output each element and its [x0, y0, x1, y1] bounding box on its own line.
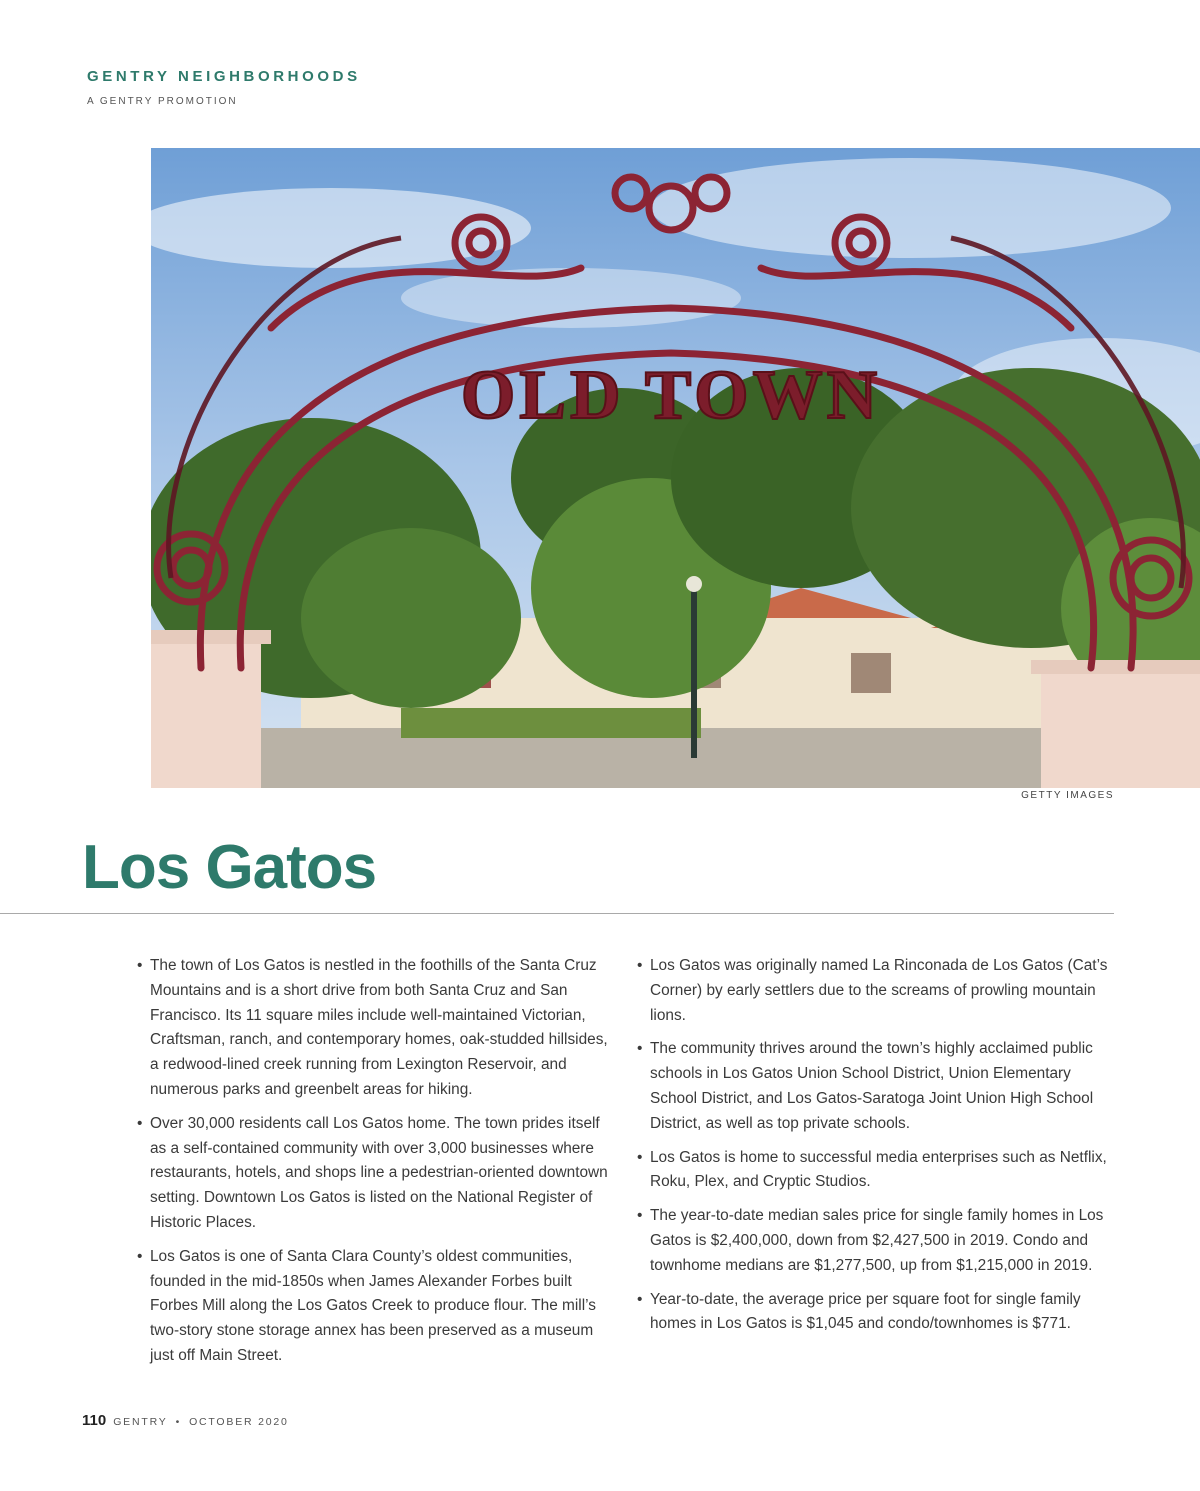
- bullet-dot: •: [137, 1247, 143, 1265]
- bullet-dot: •: [637, 1290, 643, 1308]
- promotion-label: A GENTRY PROMOTION: [87, 96, 238, 107]
- page-number: 110: [82, 1412, 107, 1429]
- bullet-item: [137, 954, 619, 1103]
- right-column-bullets: [637, 954, 1119, 1346]
- bullet-text: The community thrives around the town’s highly acclaimed public schools in Los Gatos Union School District, Union Elementary School District, and Los Gatos-Saratoga Joint Union High School District, as well as top private schools.: [650, 1040, 1094, 1132]
- bullet-item: [137, 1112, 619, 1236]
- bullet-text: Los Gatos was originally named La Rinconada de Los Gatos (Cat’s Corner) by early settlers due to the screams of prowling mountain lions.: [650, 957, 1108, 1024]
- bullet-item: [637, 1288, 1119, 1338]
- bullet-text: Over 30,000 residents call Los Gatos home. The town prides itself as a self-contained community with over 3,000 businesses where restaurants, hotels, and shops line a pedestrian-oriented downtown setting. Downtown Los Gatos is listed on the National Register of Historic Places.: [150, 1114, 608, 1231]
- bullet-dot: •: [137, 1114, 143, 1132]
- bullet-dot: •: [637, 957, 643, 974]
- bullet-item: [637, 1146, 1119, 1196]
- left-column-bullets: [137, 954, 619, 1378]
- bullet-text: The town of Los Gatos is nestled in the foothills of the Santa Cruz Mountains and is a short drive from both Santa Cruz and San Francisco. Its 11 square miles include well-maintained Victorian, Craftsman, ranch, and contemporary homes, oak-studded hillsides, a redwood-lined creek running from Lexington Reservoir, and numerous parks and greenbelt areas for hiking.: [150, 957, 608, 1098]
- bullet-dot: •: [637, 1207, 643, 1225]
- bullet-text: Year-to-date, the average price per square foot for single family homes in Los Gatos is $1,045 and condo/townhomes is $771.: [650, 1290, 1081, 1333]
- bullet-dot: •: [137, 957, 143, 974]
- bullet-item: [637, 1204, 1119, 1278]
- title-rule: [0, 913, 1114, 914]
- separator-dot: •: [175, 1416, 182, 1428]
- page-footer: [82, 1412, 289, 1429]
- article-title: Los Gatos: [82, 833, 377, 902]
- bullet-item: [637, 954, 1119, 1028]
- bullet-text: The year-to-date median sales price for single family homes in Los Gatos is $2,400,000, down from $2,427,500 in 2019. Condo and townhome medians are $1,277,500, up from $1,215,000 in 2019.: [650, 1207, 1104, 1274]
- old-town-arch-photo: [151, 148, 1200, 788]
- bullet-dot: •: [637, 1040, 643, 1058]
- bullet-text: Los Gatos is home to successful media enterprises such as Netflix, Roku, Plex, and Cryptic Studios.: [650, 1148, 1107, 1191]
- magazine-name: GENTRY: [113, 1416, 168, 1428]
- bullet-dot: •: [637, 1148, 643, 1166]
- bullet-item: [637, 1037, 1119, 1136]
- issue-date: OCTOBER 2020: [189, 1416, 289, 1428]
- bullet-item: [137, 1245, 619, 1369]
- bullet-text: Los Gatos is one of Santa Clara County’s oldest communities, founded in the mid-1850s when James Alexander Forbes built Forbes Mill along the Los Gatos Creek to produce flour. The mill’s two-story stone storage annex has been preserved as a museum just off Main Street.: [150, 1247, 596, 1364]
- sign-text: OLD TOWN: [460, 357, 882, 434]
- photo-credit: GETTY IMAGES: [1021, 790, 1114, 801]
- section-label: GENTRY NEIGHBORHOODS: [87, 68, 361, 85]
